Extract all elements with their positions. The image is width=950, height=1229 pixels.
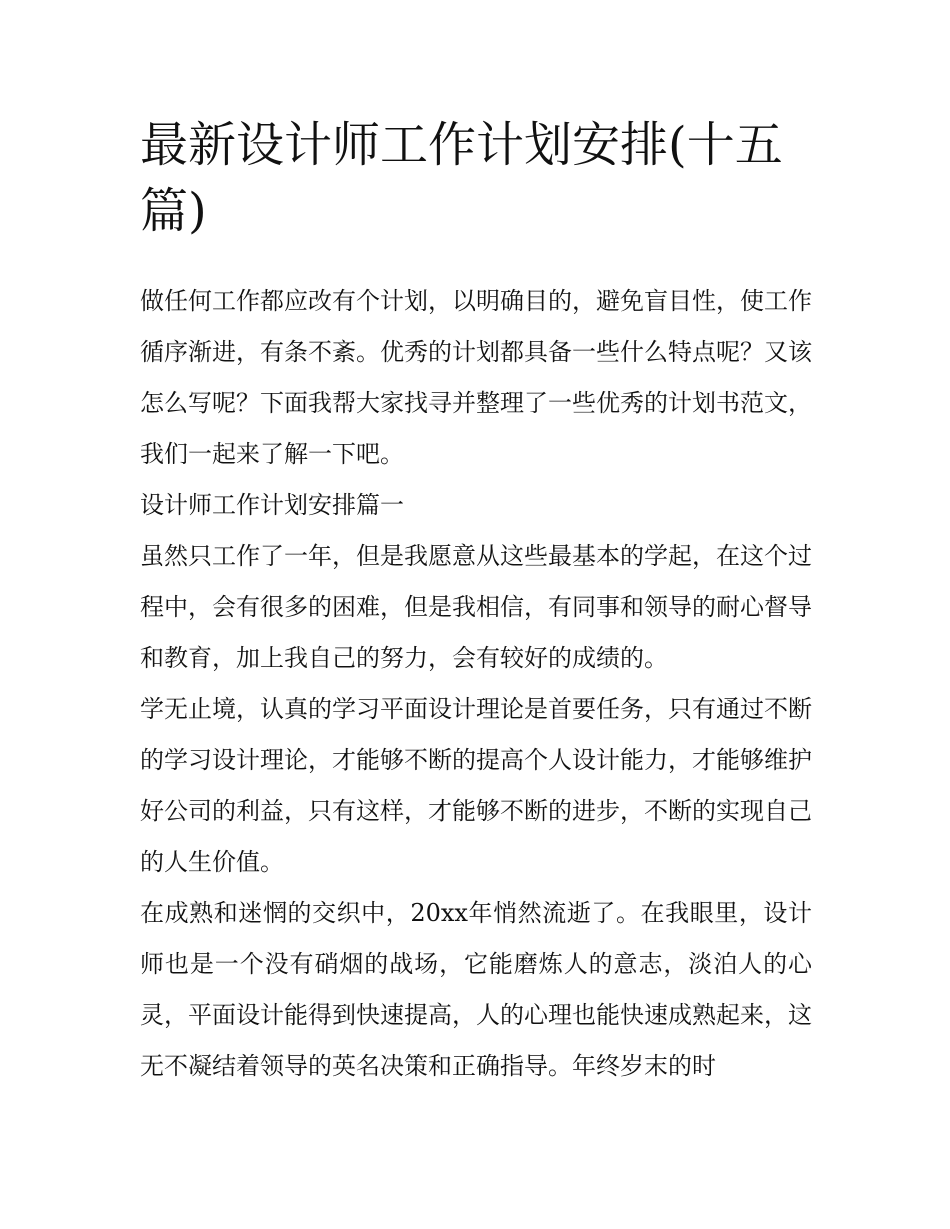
section-heading: 设计师工作计划安排篇一	[140, 491, 404, 519]
body-paragraph: 虽然只工作了一年，但是我愿意从这些最基本的学起，在这个过程中，会有很多的困难，但是我相信，有同事和领导的耐心督导和教育，加上我自己的努力，会有较好的成绩的。	[140, 542, 812, 672]
page-title: 最新设计师工作计划安排(十五篇)	[140, 117, 783, 239]
body-paragraph: 在成熟和迷惘的交织中，20xx年悄然流逝了。在我眼里，设计师也是一个没有硝烟的战场，它能磨炼人的意志，淡泊人的心灵，平面设计能得到快速提高，人的心理也能快速成熟起来，这无不凝结着领导的英名决策和正确指导。年终岁末的时	[140, 899, 812, 1080]
document-body	[140, 276, 812, 1092]
intro-paragraph: 做任何工作都应改有个计划，以明确目的，避免盲目性，使工作循序渐进，有条不紊。优秀的计划都具备一些什么特点呢？又该怎么写呢？下面我帮大家找寻并整理了一些优秀的计划书范文，我们一起来了解一下吧。	[140, 287, 812, 468]
body-paragraph: 学无止境，认真的学习平面设计理论是首要任务，只有通过不断的学习设计理论，才能够不断的提高个人设计能力，才能够维护好公司的利益，只有这样，才能够不断的进步，不断的实现自己的人生价值。	[140, 695, 812, 876]
